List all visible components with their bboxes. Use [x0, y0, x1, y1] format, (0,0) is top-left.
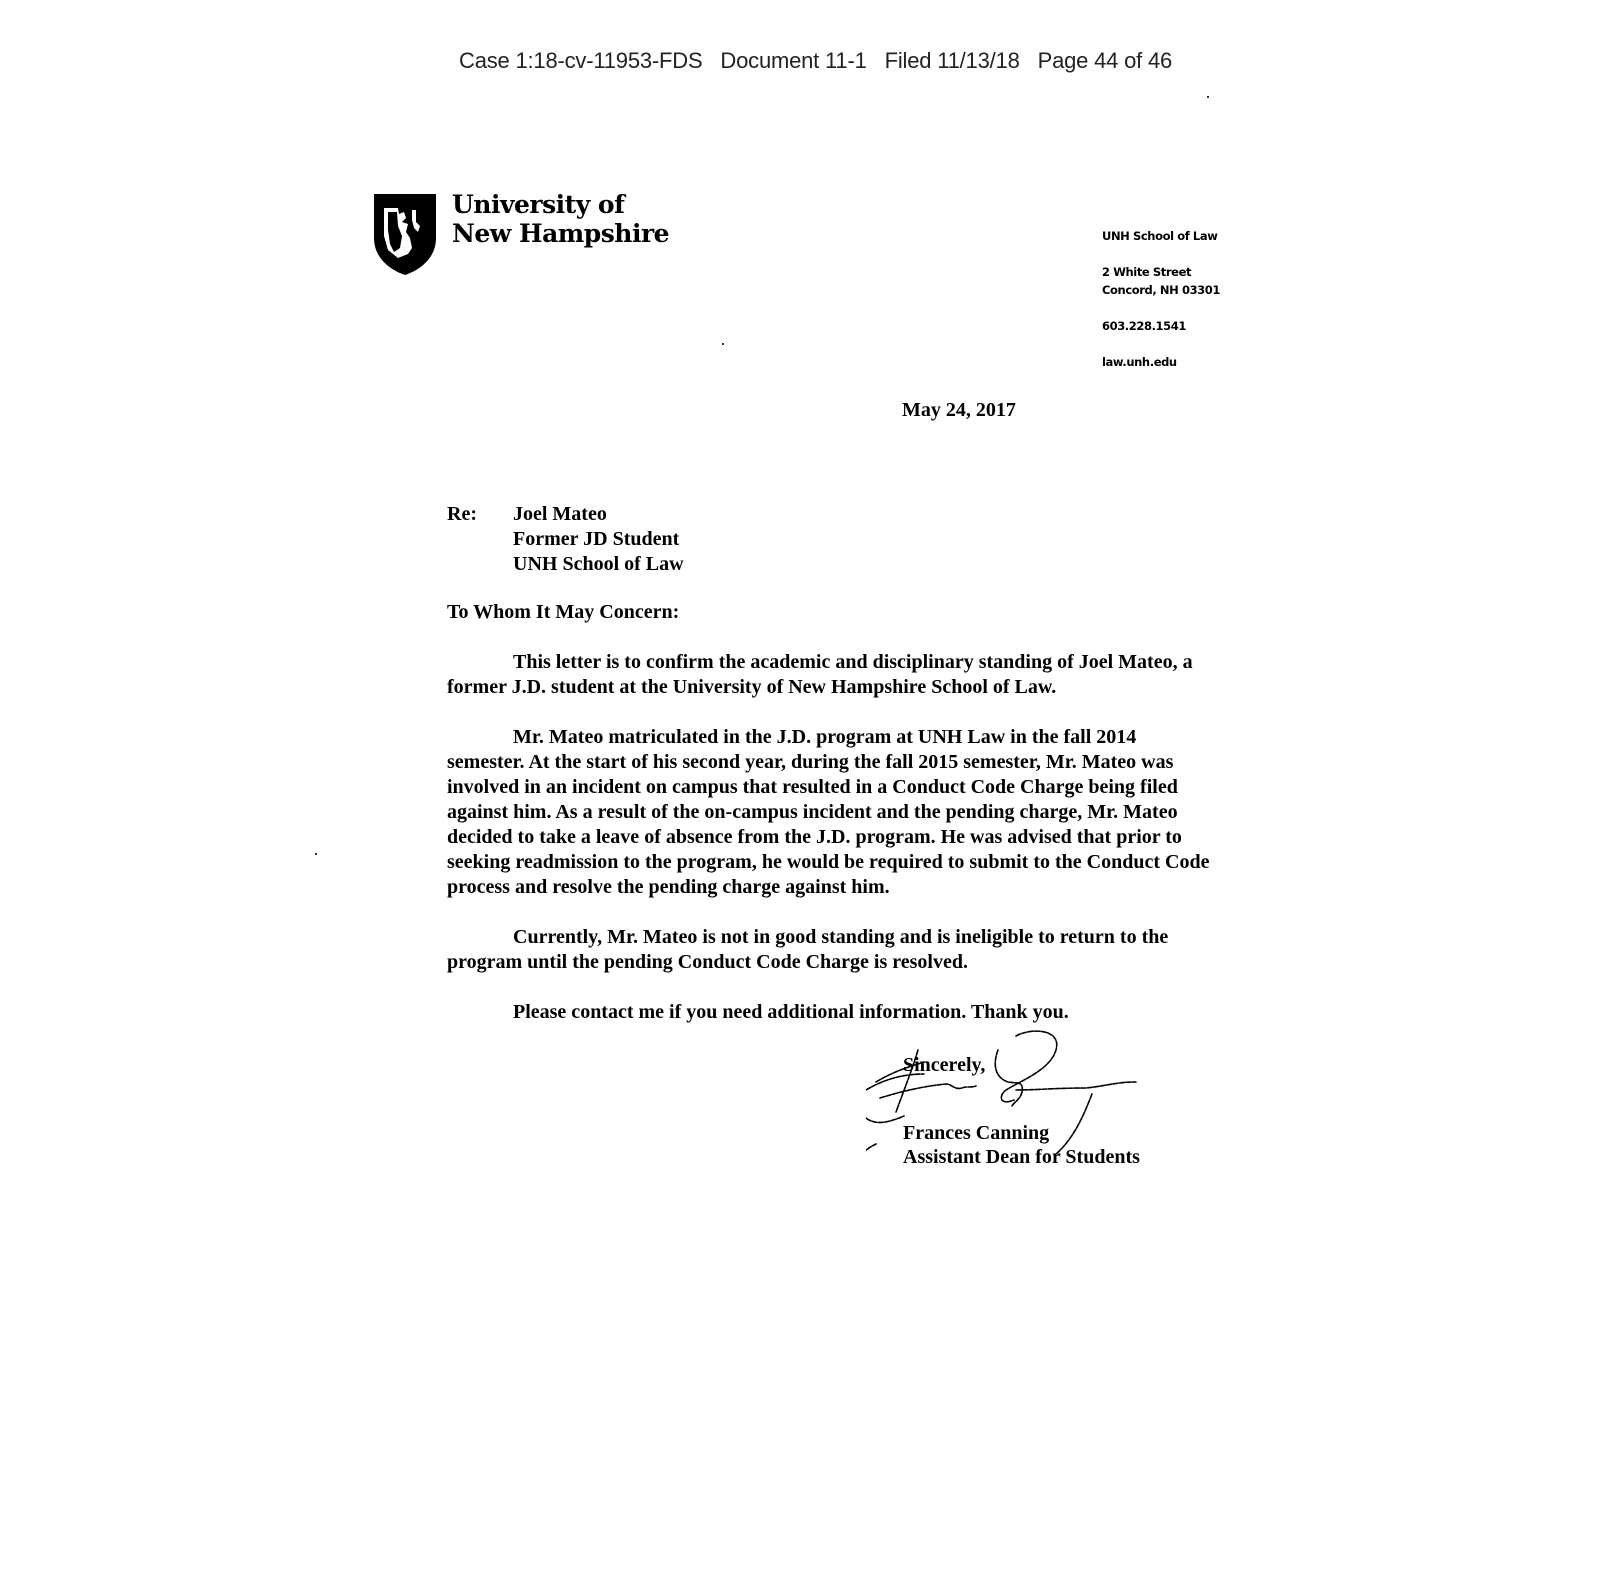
letter-date: May 24, 2017	[902, 399, 1016, 421]
paragraph-line: involved in an incident on campus that resulted in a Conduct Code Charge being filed	[447, 776, 1178, 798]
re-line: Joel Mateo	[513, 503, 607, 525]
paragraph-line: Mr. Mateo matriculated in the J.D. program at UNH Law in the fall 2014	[513, 726, 1137, 748]
re-subject	[513, 502, 684, 577]
paragraph-line: Please contact me if you need additional information. Thank you.	[513, 1001, 1069, 1023]
scan-speck	[315, 853, 317, 855]
phone-number: 603.228.1541	[1102, 319, 1186, 333]
paragraph-line: Currently, Mr. Mateo is not in good standing and is ineligible to return to the	[513, 926, 1169, 948]
filed-date: Filed 11/13/18	[884, 48, 1020, 73]
page-number: Page 44 of 46	[1037, 48, 1173, 73]
document-number: Document 11-1	[720, 48, 867, 73]
university-name-line1: University of	[452, 190, 625, 219]
paragraph-line: former J.D. student at the University of New Hampshire School of Law.	[447, 676, 1057, 698]
paragraph-line: This letter is to confirm the academic and disciplinary standing of Joel Mateo, a	[513, 651, 1193, 673]
university-name	[452, 190, 669, 248]
paragraph-line: program until the pending Conduct Code Charge is resolved.	[447, 951, 968, 973]
paragraph-line: decided to take a leave of absence from the J.D. program. He was advised that prior to	[447, 826, 1182, 848]
re-line: UNH School of Law	[513, 553, 684, 575]
paragraph-purpose	[447, 650, 1227, 700]
city-state-zip: Concord, NH 03301	[1102, 283, 1220, 297]
court-filing-header	[459, 48, 1190, 74]
university-logo	[372, 190, 669, 276]
paragraph-line: against him. As a result of the on-campus incident and the pending charge, Mr. Mateo	[447, 801, 1178, 823]
paragraph-standing	[447, 925, 1227, 975]
case-number: Case 1:18-cv-11953-FDS	[459, 48, 703, 73]
street-address: 2 White Street	[1102, 265, 1192, 279]
school-address	[1102, 227, 1220, 371]
re-label: Re:	[447, 503, 477, 525]
paragraph-line: seeking readmission to the program, he would be required to submit to the Conduct Code	[447, 851, 1210, 873]
paragraph-contact	[447, 1000, 1227, 1025]
paragraph-line: semester. At the start of his second year, during the fall 2015 semester, Mr. Mateo was	[447, 751, 1174, 773]
salutation: To Whom It May Concern:	[447, 601, 680, 623]
closing-block	[903, 1053, 1140, 1169]
signer-title: Assistant Dean for Students	[903, 1146, 1140, 1168]
re-line: Former JD Student	[513, 528, 680, 550]
closing-text: Sincerely,	[903, 1054, 986, 1076]
scan-speck	[1207, 96, 1209, 98]
re-block	[447, 502, 684, 577]
school-name: UNH School of Law	[1102, 229, 1218, 243]
paragraph-line: process and resolve the pending charge against him.	[447, 876, 890, 898]
letter-body	[447, 650, 1227, 1050]
university-name-line2: New Hampshire	[452, 219, 670, 248]
unh-shield-icon	[372, 192, 438, 276]
paragraph-history	[447, 725, 1227, 900]
website: law.unh.edu	[1102, 355, 1177, 369]
signer-name: Frances Canning	[903, 1122, 1050, 1144]
scan-speck	[722, 343, 724, 345]
